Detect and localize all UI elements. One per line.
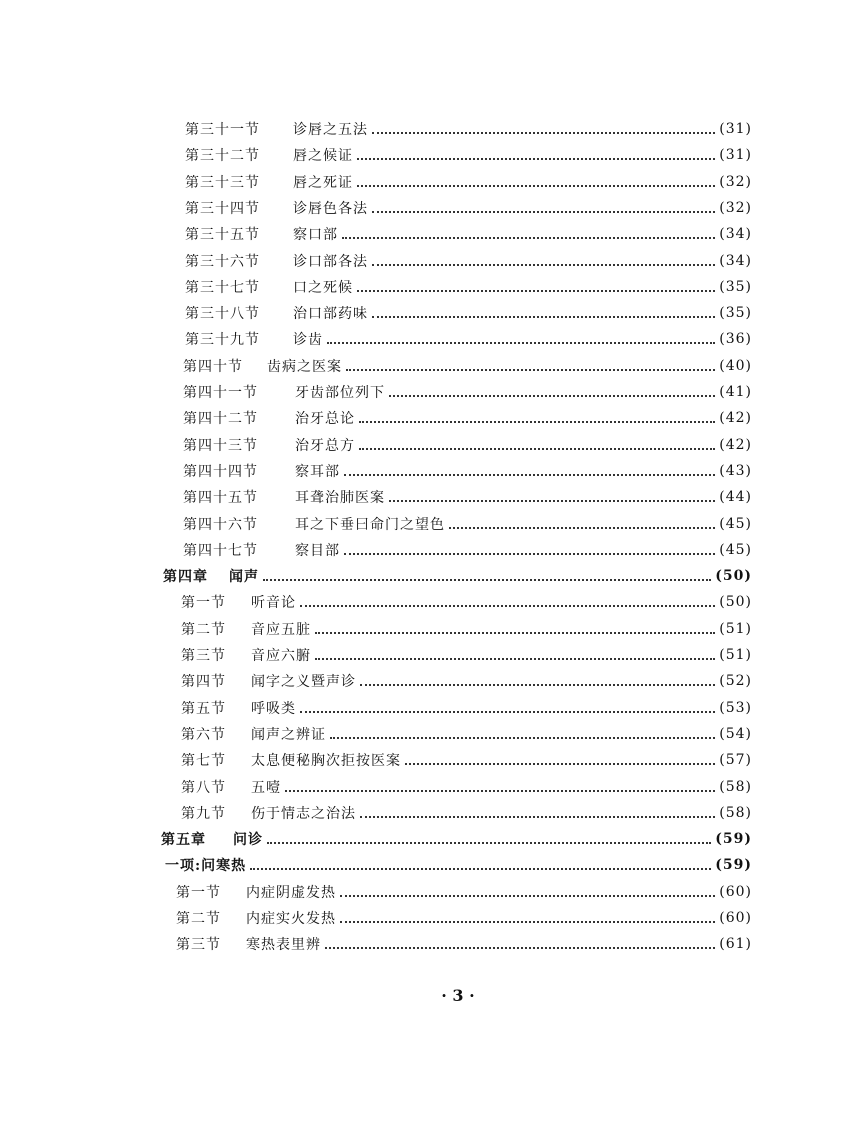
toc-entry: [176, 905, 752, 931]
toc-entry-page: (57): [719, 752, 752, 769]
toc-entry-page: (54): [719, 725, 752, 742]
toc-entry: [176, 931, 752, 957]
toc-entry: [181, 589, 752, 615]
toc-entry-title: 口之死候: [293, 279, 353, 296]
toc-entry-page: (51): [719, 647, 752, 663]
toc-entry-title: 诊齿: [293, 332, 323, 349]
toc-entry: [185, 326, 752, 352]
toc-entry-number: 第三十五节: [185, 227, 260, 244]
toc-entry-page: (40): [719, 357, 752, 374]
dot-leader: [389, 500, 715, 502]
toc-entry-number: 第三十六节: [185, 253, 260, 270]
toc-entry-title: 问寒热: [201, 858, 247, 875]
toc-entry-title: 呼吸类: [251, 700, 296, 717]
toc-entry-title: 治口部药味: [293, 306, 368, 323]
toc-entry-title: 治牙总方: [295, 437, 355, 454]
toc-entry-number: 第三十四节: [185, 200, 260, 217]
toc-entry: [181, 800, 752, 826]
toc-entry-number: 第三十一节: [185, 122, 260, 138]
dot-leader: [372, 132, 715, 134]
dot-leader: [327, 342, 715, 344]
toc-entry-page: (32): [719, 173, 752, 190]
dot-leader: [372, 316, 715, 318]
toc-entry-title: 五噎: [251, 779, 281, 796]
toc-entry-page: (36): [719, 331, 752, 348]
toc-entry-page: (42): [719, 410, 752, 427]
dot-leader: [344, 474, 715, 476]
toc-entry-number: 第三节: [181, 648, 226, 664]
dot-leader: [357, 290, 715, 292]
toc-entry: [183, 458, 752, 484]
toc-entry-number: 第三节: [176, 937, 221, 954]
toc-entry-page: (60): [719, 910, 752, 926]
toc-chapter-entry: [161, 826, 752, 852]
toc-entry: [183, 484, 752, 510]
toc-entry-page: (35): [719, 305, 752, 322]
dot-leader: [300, 711, 715, 713]
toc-entry-title: 耳之下垂曰命门之望色: [295, 516, 445, 533]
toc-entry-number: 第四十六节: [183, 516, 258, 533]
toc-entry-number: 第四十节: [183, 358, 243, 375]
toc-entry-title: 唇之候证: [293, 148, 353, 165]
toc-entry: [176, 879, 752, 905]
toc-chapter-entry: [163, 563, 752, 589]
toc-entry: [185, 300, 752, 326]
toc-entry-title: 音应六腑: [251, 648, 311, 664]
toc-entry-number: 一项:: [165, 858, 202, 875]
toc-entry-page: (59): [715, 857, 752, 874]
toc-entry-number: 第三十七节: [185, 279, 260, 296]
toc-entry: [185, 116, 752, 142]
toc-entry-number: 第八节: [181, 779, 226, 796]
dot-leader: [285, 790, 715, 792]
toc-entry-page: (41): [719, 384, 752, 400]
dot-leader: [389, 395, 715, 397]
toc-entry: [183, 353, 752, 379]
dot-leader: [330, 737, 715, 739]
toc-entry: [181, 642, 752, 668]
toc-entry-title: 齿病之医案: [267, 358, 342, 375]
toc-entry-title: 唇之死证: [293, 174, 353, 191]
dot-leader: [263, 579, 711, 581]
dot-leader: [325, 947, 715, 949]
dot-leader: [359, 421, 715, 423]
toc-entry-page: (31): [719, 147, 752, 164]
toc-entry-page: (34): [719, 252, 752, 269]
dot-leader: [357, 185, 715, 187]
toc-entry-number: 第九节: [181, 805, 226, 822]
toc-chapter-entry: [165, 852, 752, 878]
toc-entry: [181, 721, 752, 747]
toc-entry-page: (34): [719, 226, 752, 243]
dot-leader: [357, 158, 715, 160]
dot-leader: [340, 921, 715, 923]
dot-leader: [344, 553, 715, 555]
toc-entry-title: 闻声之辨证: [251, 726, 326, 743]
dot-leader: [449, 527, 715, 529]
toc-entry-page: (43): [719, 462, 752, 479]
toc-entry-title: 耳聋治肺医案: [295, 490, 385, 507]
toc-entry-title: 太息便秘胸次拒按医案: [251, 753, 401, 770]
dot-leader: [342, 237, 715, 239]
toc-entry-number: 第一节: [176, 884, 221, 901]
toc-entry-page: (42): [719, 436, 752, 453]
toc-entry-number: 第四十五节: [183, 490, 258, 507]
toc-entry-number: 第四十三节: [183, 437, 258, 454]
toc-entry-title: 闻声: [229, 569, 259, 586]
toc-entry-title: 诊唇之五法: [293, 122, 368, 138]
toc-entry-title: 音应五脏: [251, 621, 311, 638]
toc-entry-number: 第一节: [181, 595, 226, 612]
toc-entry-number: 第四章: [163, 569, 208, 586]
toc-entry-page: (45): [719, 515, 752, 532]
dot-leader: [300, 605, 715, 607]
dot-leader: [315, 632, 715, 634]
toc-entry: [181, 695, 752, 721]
toc-entry-title: 听音论: [251, 595, 296, 612]
dot-leader: [340, 895, 715, 897]
page-number: · 3 ·: [441, 986, 475, 1005]
toc-entry-title: 察耳部: [295, 463, 340, 480]
toc-entry: [185, 221, 752, 247]
dot-leader: [359, 448, 715, 450]
toc-entry-page: (45): [719, 541, 752, 558]
toc-entry-page: (60): [719, 883, 752, 900]
dot-leader: [372, 211, 715, 213]
toc-entry-number: 第六节: [181, 726, 226, 743]
toc-entry: [185, 274, 752, 300]
toc-entry: [183, 379, 752, 405]
toc-entry-page: (52): [719, 673, 752, 690]
dot-leader: [250, 868, 711, 870]
toc-entry-number: 第四十四节: [183, 463, 258, 480]
toc-entry-title: 诊口部各法: [293, 253, 368, 270]
toc-entry-number: 第五节: [181, 700, 226, 717]
dot-leader: [360, 684, 715, 686]
toc-entry: [185, 248, 752, 274]
toc-entry-number: 第四十七节: [183, 542, 258, 559]
toc-entry-page: (61): [719, 936, 752, 953]
toc-entry-title: 察口部: [293, 227, 338, 244]
toc-entry: [185, 169, 752, 195]
toc-entry-title: 寒热表里辨: [246, 937, 321, 954]
dot-leader: [346, 369, 715, 371]
toc-entry: [183, 405, 752, 431]
dot-leader: [315, 658, 715, 660]
toc-entry-number: 第二节: [176, 911, 221, 927]
toc-entry-title: 内症阴虚发热: [246, 884, 336, 901]
toc-entry: [181, 747, 752, 773]
toc-entry-number: 第三十九节: [185, 332, 260, 349]
dot-leader: [360, 816, 715, 818]
dot-leader: [267, 842, 711, 844]
toc-entry-page: (59): [715, 831, 752, 848]
toc-entry-number: 第四十二节: [183, 411, 258, 428]
toc-entry-number: 第七节: [181, 753, 226, 770]
toc-entry-number: 第三十三节: [185, 174, 260, 191]
toc-entry-page: (53): [719, 699, 752, 716]
toc-entry-page: (31): [719, 121, 752, 137]
toc-entry-number: 第四节: [181, 674, 226, 691]
toc-entry-title: 内症实火发热: [246, 911, 336, 927]
toc-entry-title: 察目部: [295, 542, 340, 559]
toc-entry-page: (50): [719, 594, 752, 611]
dot-leader: [405, 763, 715, 765]
toc-entry-title: 诊唇色各法: [293, 200, 368, 217]
toc-entry-title: 问诊: [233, 832, 263, 849]
toc-entry-title: 牙齿部位列下: [295, 385, 385, 401]
toc-entry-page: (51): [719, 620, 752, 637]
toc-entry-number: 第三十二节: [185, 148, 260, 165]
toc-entry: [185, 195, 752, 221]
toc-entry: [181, 774, 752, 800]
toc-entry-number: 第五章: [161, 832, 206, 849]
toc-entry-number: 第四十一节: [183, 385, 258, 401]
toc-entry: [181, 616, 752, 642]
toc-entry-page: (58): [719, 778, 752, 795]
toc-entry: [183, 511, 752, 537]
dot-leader: [372, 264, 715, 266]
toc-entry-number: 第二节: [181, 621, 226, 638]
toc-entry-page: (58): [719, 804, 752, 821]
toc-entry-title: 伤于情志之治法: [251, 805, 356, 822]
toc-entry: [185, 142, 752, 168]
toc-entry-page: (44): [719, 489, 752, 506]
toc-entry-title: 闻字之义暨声诊: [251, 674, 356, 691]
toc-entry: [183, 537, 752, 563]
toc-entry-page: (35): [719, 278, 752, 295]
toc-entry: [183, 432, 752, 458]
toc-entry: [181, 668, 752, 694]
toc-entry-page: (32): [719, 199, 752, 216]
toc-entry-page: (50): [715, 568, 752, 585]
toc-entry-title: 治牙总论: [295, 411, 355, 428]
toc-entry-number: 第三十八节: [185, 306, 260, 323]
